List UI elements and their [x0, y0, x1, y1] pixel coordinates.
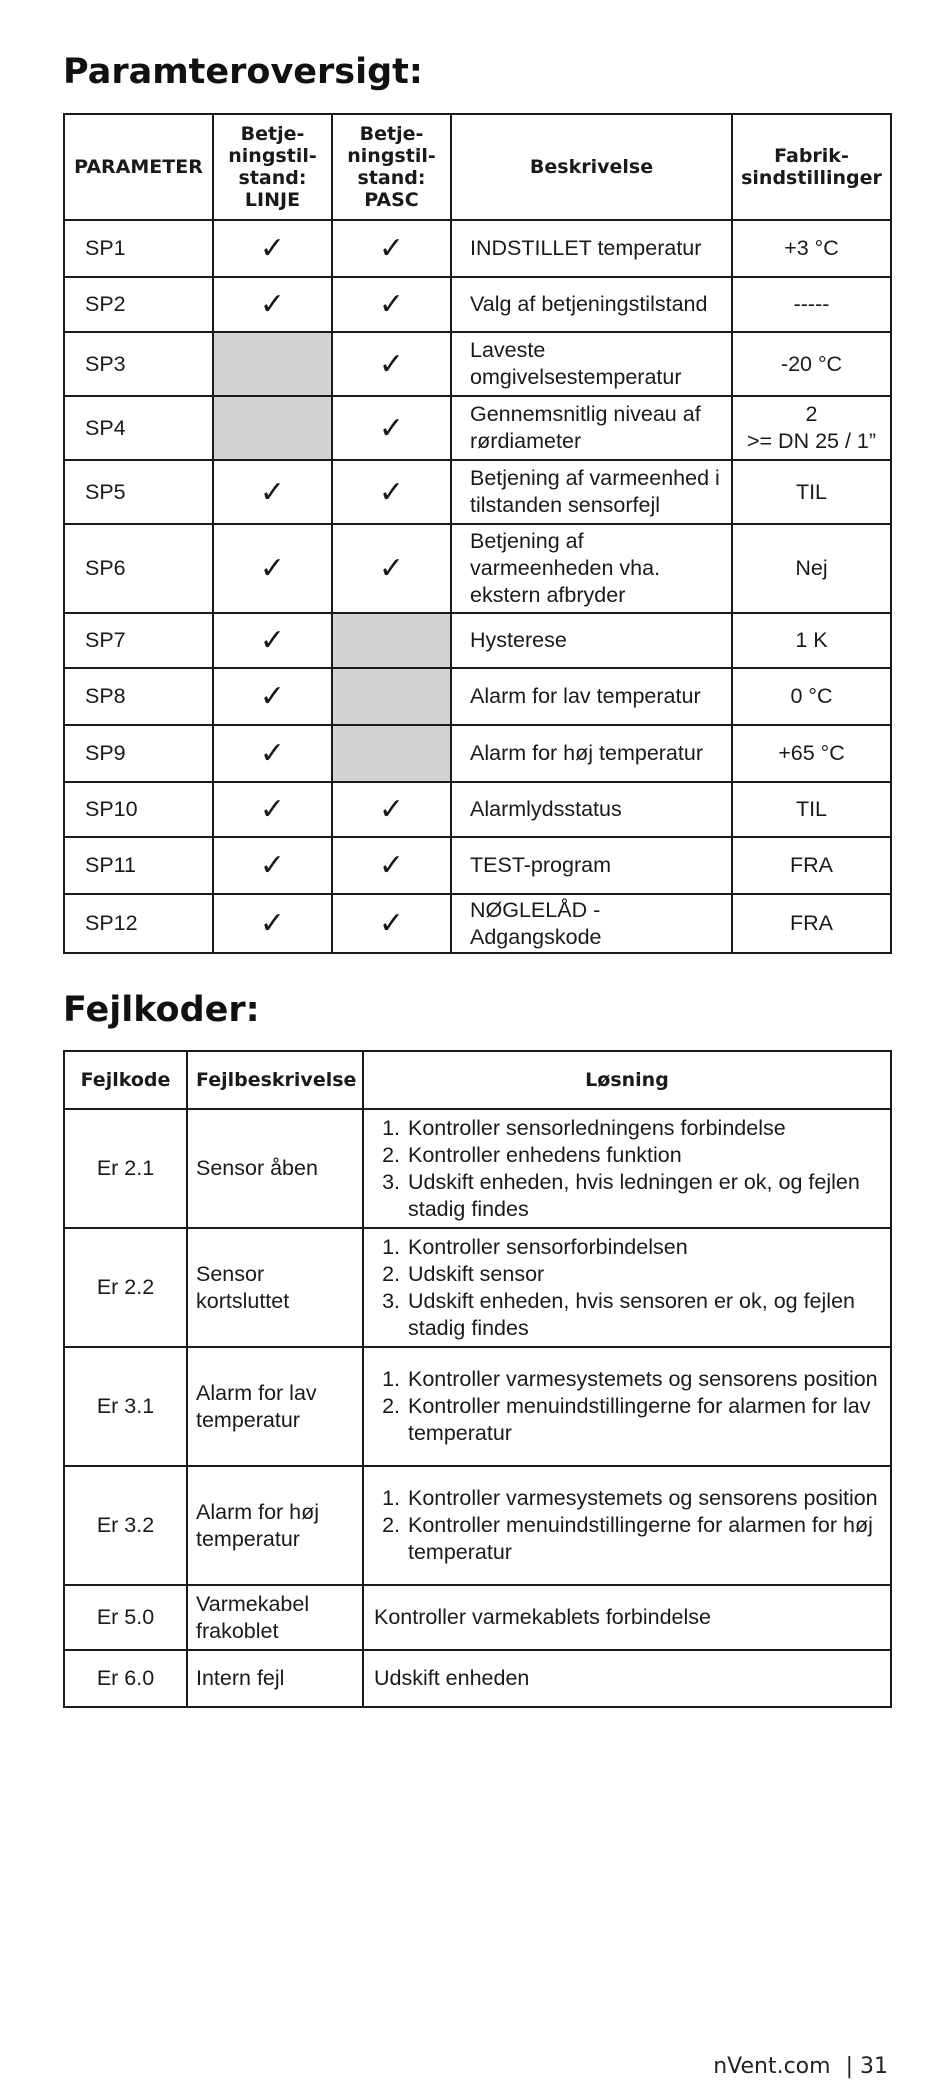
factory-setting — [732, 668, 891, 725]
parameter-description: Hysterese — [451, 613, 732, 668]
factory-setting — [732, 725, 891, 782]
error-code: Er 6.0 — [64, 1650, 187, 1707]
solution-step: 3. Udskift enheden, hvis sensoren er ok, og fejlen stadig findes — [406, 1288, 882, 1342]
error-code-table — [63, 1050, 892, 1708]
checkmark-icon: ✓ — [259, 793, 286, 826]
mode-linje-unavailable-cell — [213, 332, 332, 396]
checkmark-icon: ✓ — [259, 232, 286, 265]
parameter-overview-title: Paramteroversigt: — [63, 52, 423, 92]
header-linje-line: Betje- — [240, 123, 305, 145]
mode-pasc-cell — [332, 837, 451, 894]
factory-setting-value: >= DN 25 / 1” — [746, 429, 877, 453]
parameter-description: NØGLELÅD - Adgangskode — [451, 894, 732, 953]
header-linje-line: LINJE — [244, 189, 301, 211]
parameter-code: SP10 — [64, 782, 213, 837]
footer-site: nVent.com — [713, 2054, 831, 2079]
parameter-code: SP5 — [64, 460, 213, 524]
parameter-code: SP4 — [64, 396, 213, 460]
checkmark-icon: ✓ — [378, 552, 405, 585]
mode-pasc-cell — [332, 332, 451, 396]
parameter-row — [64, 460, 891, 524]
parameter-description: Valg af betjeningstilstand — [451, 277, 732, 332]
parameter-description: Betjening af varmeenhed i tilstanden sensorfejl — [451, 460, 732, 524]
checkmark-icon: ✓ — [378, 232, 405, 265]
mode-pasc-cell — [332, 220, 451, 277]
factory-setting-value: Nej — [795, 556, 828, 580]
error-description: Alarm for høj temperatur — [187, 1466, 363, 1585]
parameter-row — [64, 277, 891, 332]
parameter-code: SP12 — [64, 894, 213, 953]
mode-pasc-unavailable-cell — [332, 725, 451, 782]
solution-steps — [374, 1115, 882, 1223]
parameter-row — [64, 725, 891, 782]
error-code: Er 3.1 — [64, 1347, 187, 1466]
error-solution: Udskift enheden — [363, 1650, 891, 1707]
error-description: Sensor åben — [187, 1109, 363, 1228]
header-mode-pasc — [332, 114, 451, 220]
checkmark-icon: ✓ — [259, 849, 286, 882]
solution-step: 2. Kontroller enhedens funktion — [406, 1142, 882, 1169]
parameter-code: SP3 — [64, 332, 213, 396]
parameter-row — [64, 332, 891, 396]
mode-linje-cell — [213, 277, 332, 332]
checkmark-icon: ✓ — [259, 680, 286, 713]
parameter-code: SP7 — [64, 613, 213, 668]
mode-pasc-cell — [332, 782, 451, 837]
error-solution — [363, 1466, 891, 1585]
parameter-description: Alarm for høj temperatur — [451, 725, 732, 782]
parameter-description: Laveste omgivelsestemperatur — [451, 332, 732, 396]
solution-steps — [374, 1366, 882, 1447]
error-code: Er 2.1 — [64, 1109, 187, 1228]
mode-pasc-cell — [332, 460, 451, 524]
parameter-code: SP2 — [64, 277, 213, 332]
error-row — [64, 1109, 891, 1228]
header-pasc-line: PASC — [364, 189, 419, 211]
factory-setting-value: TIL — [795, 479, 828, 504]
parameter-rows — [64, 220, 891, 953]
mode-pasc-cell — [332, 277, 451, 332]
mode-linje-cell — [213, 894, 332, 953]
factory-setting-value: 2 — [805, 402, 818, 426]
checkmark-icon: ✓ — [378, 288, 405, 321]
error-header-row — [64, 1051, 891, 1109]
parameter-row — [64, 396, 891, 460]
checkmark-icon: ✓ — [378, 907, 405, 940]
factory-setting-value: 1 K — [795, 628, 828, 652]
checkmark-icon: ✓ — [259, 624, 286, 657]
parameter-code: SP11 — [64, 837, 213, 894]
footer-page-number: 31 — [860, 2054, 888, 2079]
solution-step: 1. Kontroller sensorforbindelsen — [406, 1234, 882, 1261]
mode-linje-cell — [213, 725, 332, 782]
mode-linje-cell — [213, 837, 332, 894]
error-solution — [363, 1109, 891, 1228]
checkmark-icon: ✓ — [259, 288, 286, 321]
header-error-code: Fejlkode — [64, 1051, 187, 1109]
error-row — [64, 1228, 891, 1347]
footer-separator: | — [845, 2054, 853, 2079]
mode-linje-cell — [213, 524, 332, 613]
factory-setting — [732, 613, 891, 668]
parameter-row — [64, 782, 891, 837]
header-fabrik-line: Fabrik- — [774, 145, 849, 167]
header-pasc-line: ningstil- — [347, 145, 436, 167]
solution-step: 1. Kontroller sensorledningens forbindelse — [406, 1115, 882, 1142]
parameter-description: Gennemsnitlig niveau af rørdiameter — [451, 396, 732, 460]
parameter-description: Alarm for lav temperatur — [451, 668, 732, 725]
solution-step: 1. Kontroller varmesystemets og sensorens position — [406, 1485, 882, 1512]
checkmark-icon: ✓ — [259, 552, 286, 585]
factory-setting — [732, 524, 891, 613]
solution-step: 2. Kontroller menuindstillingerne for alarmen for høj temperatur — [406, 1512, 882, 1566]
parameter-code: SP9 — [64, 725, 213, 782]
factory-setting-value: +65 °C — [778, 741, 845, 765]
parameter-description: INDSTILLET temperatur — [451, 220, 732, 277]
header-pasc-line: stand: — [357, 167, 426, 189]
factory-setting-value: ----- — [793, 292, 830, 316]
header-description: Beskrivelse — [451, 114, 732, 220]
checkmark-icon: ✓ — [259, 737, 286, 770]
error-row — [64, 1466, 891, 1585]
factory-setting-value: +3 °C — [784, 236, 839, 260]
checkmark-icon: ✓ — [378, 849, 405, 882]
parameter-row — [64, 894, 891, 953]
mode-pasc-unavailable-cell — [332, 613, 451, 668]
error-row — [64, 1585, 891, 1650]
parameter-code: SP6 — [64, 524, 213, 613]
error-rows — [64, 1109, 891, 1707]
mode-linje-cell — [213, 668, 332, 725]
factory-setting-value: FRA — [790, 911, 833, 935]
mode-pasc-cell — [332, 524, 451, 613]
checkmark-icon: ✓ — [378, 347, 405, 381]
parameter-table — [63, 113, 892, 954]
parameter-row — [64, 613, 891, 668]
factory-setting — [732, 782, 891, 837]
parameter-description: Betjening af varmeenheden vha. ekstern afbryder — [451, 524, 732, 613]
factory-setting — [732, 837, 891, 894]
error-description: Intern fejl — [187, 1650, 363, 1707]
factory-setting — [732, 460, 891, 524]
error-solution: Kontroller varmekablets forbindelse — [363, 1585, 891, 1650]
error-description: Sensor kortsluttet — [187, 1228, 363, 1347]
checkmark-icon: ✓ — [378, 793, 405, 826]
factory-setting-value: TIL — [795, 797, 828, 821]
solution-step: 3. Udskift enheden, hvis ledningen er ok, og fejlen stadig findes — [406, 1169, 882, 1223]
error-code: Er 5.0 — [64, 1585, 187, 1650]
header-solution: Løsning — [363, 1051, 891, 1109]
factory-setting — [732, 332, 891, 396]
mode-linje-cell — [213, 220, 332, 277]
error-code: Er 3.2 — [64, 1466, 187, 1585]
mode-pasc-unavailable-cell — [332, 668, 451, 725]
mode-linje-cell — [213, 782, 332, 837]
header-fabrik-line: sindstillinger — [741, 167, 882, 189]
parameter-code: SP8 — [64, 668, 213, 725]
header-linje-line: stand: — [238, 167, 307, 189]
header-mode-linje — [213, 114, 332, 220]
solution-steps — [374, 1234, 882, 1342]
error-description: Alarm for lav temperatur — [187, 1347, 363, 1466]
parameter-description: TEST-program — [451, 837, 732, 894]
error-row — [64, 1347, 891, 1466]
header-pasc-line: Betje- — [359, 123, 424, 145]
header-parameter: PARAMETER — [64, 114, 213, 220]
parameter-code: SP1 — [64, 220, 213, 277]
factory-setting — [732, 894, 891, 953]
factory-setting-value: -20 °C — [780, 351, 843, 376]
error-row — [64, 1650, 891, 1707]
mode-linje-cell — [213, 460, 332, 524]
error-solution — [363, 1347, 891, 1466]
parameter-row — [64, 220, 891, 277]
checkmark-icon: ✓ — [259, 475, 286, 509]
parameter-header-row — [64, 114, 891, 220]
factory-setting — [732, 220, 891, 277]
header-linje-line: ningstil- — [228, 145, 317, 167]
parameter-description: Alarmlydsstatus — [451, 782, 732, 837]
mode-pasc-cell — [332, 894, 451, 953]
factory-setting-value: FRA — [790, 853, 833, 877]
error-code: Er 2.2 — [64, 1228, 187, 1347]
solution-step: 1. Kontroller varmesystemets og sensorens position — [406, 1366, 882, 1393]
solution-steps — [374, 1485, 882, 1566]
page-footer — [713, 2054, 888, 2079]
factory-setting-value: 0 °C — [790, 684, 833, 708]
factory-setting — [732, 277, 891, 332]
parameter-row — [64, 837, 891, 894]
parameter-row — [64, 524, 891, 613]
parameter-row — [64, 668, 891, 725]
factory-setting — [732, 396, 891, 460]
error-codes-title: Fejlkoder: — [63, 990, 260, 1030]
checkmark-icon: ✓ — [259, 907, 286, 940]
mode-linje-cell — [213, 613, 332, 668]
checkmark-icon: ✓ — [378, 475, 405, 509]
error-description: Varmekabel frakoblet — [187, 1585, 363, 1650]
checkmark-icon: ✓ — [378, 411, 405, 445]
error-solution — [363, 1228, 891, 1347]
solution-step: 2. Udskift sensor — [406, 1261, 882, 1288]
mode-pasc-cell — [332, 396, 451, 460]
header-factory-settings — [732, 114, 891, 220]
header-error-description: Fejlbeskrivelse — [187, 1051, 363, 1109]
mode-linje-unavailable-cell — [213, 396, 332, 460]
solution-step: 2. Kontroller menuindstillingerne for alarmen for lav temperatur — [406, 1393, 882, 1447]
